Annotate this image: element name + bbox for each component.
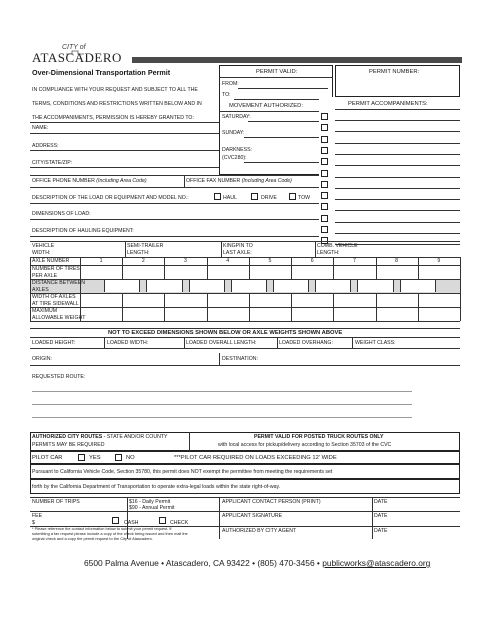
tow-label: TOW (298, 195, 311, 201)
signature-date-label: DATE (374, 513, 388, 519)
axle-col-line (164, 257, 165, 279)
authorized-routes-line2: PERMITS MAY BE REQUIRED (32, 442, 105, 448)
axle-row-line (30, 307, 460, 308)
distance-cell[interactable] (315, 280, 351, 292)
note-line-2: submitting a fax request please include a copy of the check being issued and then mail the (32, 531, 188, 536)
distance-cell[interactable] (273, 280, 309, 292)
pilot-yes-checkbox[interactable] (78, 454, 85, 461)
destination-label: DESTINATION: (222, 356, 258, 362)
axle-col-line (207, 293, 208, 321)
weight-class-label: WEIGHT CLASS: (355, 340, 396, 346)
axle-number: 7 (352, 258, 356, 264)
signature-label: APPLICANT SIGNATURE (222, 513, 283, 519)
distance-cell[interactable] (189, 280, 225, 292)
office-phone-label (32, 178, 147, 184)
loaded-width-label: LOADED WIDTH: (107, 340, 149, 346)
darkness-field[interactable] (244, 162, 328, 163)
distance-cell[interactable] (104, 280, 140, 292)
saturday-field[interactable] (248, 121, 328, 122)
axle-col-line (418, 257, 419, 279)
semi-1: SEMI-TRAILER (127, 243, 164, 249)
address-label: ADDRESS: (32, 143, 59, 149)
accompaniment-line[interactable] (335, 233, 460, 234)
valid-posted-label: PERMIT VALID FOR POSTED TRUCK ROUTES ONLY (254, 434, 384, 440)
accompaniment-checkbox[interactable] (321, 147, 328, 154)
pilot-note: ***PILOT CAR REQUIRED ON LOADS EXCEEDING 12' WIDE (174, 455, 337, 461)
permit-to-label: TO: (222, 92, 231, 98)
name-field[interactable] (30, 133, 219, 134)
loaded-length-label: LOADED OVERALL LENGTH: (186, 340, 257, 346)
route-line-1[interactable] (32, 391, 412, 392)
page-title: Over-Dimensional Transportation Permit (32, 68, 171, 77)
agent-date-label: DATE (374, 528, 388, 534)
loaded-height-label: LOADED HEIGHT: (32, 340, 76, 346)
drive-label: DRIVE (261, 195, 277, 201)
axle-number: 1 (99, 258, 103, 264)
daily-permit: $16 - Daily Permit (129, 499, 171, 505)
city-field[interactable] (30, 167, 219, 168)
vehicle-width-2: WIDTH: (32, 250, 51, 256)
accompaniment-checkbox[interactable] (321, 113, 328, 120)
kingpin-2: LAST AXLE: (223, 250, 252, 256)
footer-address-text: 6500 Palma Avenue • Atascadero, CA 93422 • (805) 470-3456 • (84, 558, 323, 568)
agent-label: AUTHORIZED BY CITY AGENT (222, 528, 297, 534)
dimensions-field[interactable] (30, 219, 319, 220)
accompaniment-line[interactable] (335, 188, 460, 189)
fee-dollar: $ (32, 520, 35, 526)
comb-1: COMB. VEHICLE (317, 243, 358, 249)
cash-checkbox[interactable] (112, 517, 119, 524)
permit-from-field[interactable] (238, 88, 328, 89)
axle-col-line (122, 293, 123, 321)
route-line-2[interactable] (32, 404, 412, 405)
axle-row-label: WIDTH OF AXLES (32, 294, 76, 300)
hauling-field[interactable] (30, 236, 319, 237)
authorized-routes-rest: - STATE AND/OR COUNTY (102, 434, 168, 440)
axle-number: 5 (268, 258, 272, 264)
axle-col-line (207, 257, 208, 279)
accompaniment-line[interactable] (335, 165, 460, 166)
cash-label: CASH (124, 520, 139, 526)
accompaniment-checkbox[interactable] (321, 136, 328, 143)
comb-2: LENGTH: (317, 250, 340, 256)
accompaniment-checkbox[interactable] (321, 226, 328, 233)
axle-col-line (80, 257, 81, 321)
axle-col-line (291, 293, 292, 321)
axle-col-line (122, 257, 123, 279)
tow-checkbox[interactable] (289, 193, 296, 200)
address-field[interactable] (30, 150, 219, 151)
semi-2: LENGTH: (127, 250, 150, 256)
accompaniment-checkbox[interactable] (321, 203, 328, 210)
city-label: CITY/STATE/ZIP: (32, 160, 73, 166)
axle-col-line (249, 293, 250, 321)
limits-heading: NOT TO EXCEED DIMENSIONS SHOWN BELOW OR AXLE WEIGHTS SHOWN ABOVE (108, 330, 343, 336)
note-line-3: original check and a copy the permit request to the City of Atascadero. (32, 536, 153, 541)
axle-number: 4 (226, 258, 230, 264)
hauling-label: DESCRIPTION OF HAULING EQUIPMENT: (32, 228, 134, 234)
accompaniment-line[interactable] (335, 210, 460, 211)
footer-email-link[interactable]: publicworks@atascadero.org (322, 558, 431, 568)
axle-number: 2 (141, 258, 145, 264)
axle-row-line (30, 279, 460, 280)
permit-from-label: FROM: (222, 81, 239, 87)
axle-row-label: PER AXLE (32, 272, 58, 279)
accompaniment-line[interactable] (335, 143, 460, 144)
check-label: CHECK (170, 520, 189, 526)
darkness-label: DARKNESS: (222, 147, 252, 153)
origin-label: ORIGIN: (32, 356, 52, 362)
legal-line-2: forth by the California Department of Transportation to operate extra-legal loads within the state right-of-way. (32, 484, 281, 490)
axle-row-label: NUMBER OF TIRES (32, 266, 80, 272)
haul-checkbox[interactable] (214, 193, 221, 200)
axle-col-line (333, 293, 334, 321)
accompaniment-line[interactable] (335, 199, 460, 200)
accompaniments-label: PERMIT ACCOMPANIMENTS: (348, 101, 428, 107)
axle-col-line (164, 293, 165, 321)
axle-row-label: DISTANCE BETWEEN (32, 280, 85, 286)
loaded-overhang-label: LOADED OVERHANG: (279, 340, 333, 346)
pilot-no-checkbox[interactable] (115, 454, 122, 461)
axle-number: 3 (184, 258, 187, 264)
permit-to-field[interactable] (234, 99, 328, 100)
axle-row-label: AT TIRE SIDEWALL (32, 300, 79, 307)
compliance-line-2: TERMS, CONDITIONS AND RESTRICTIONS WRITTEN BELOW AND IN (32, 101, 202, 107)
distance-cell[interactable] (231, 280, 267, 292)
axle-col-line (376, 257, 377, 279)
office-fax-text: OFFICE FAX NUMBER (186, 178, 241, 184)
valid-posted-note: with local access for pickup/delivery according to Section 35703 of the CVC (218, 442, 392, 448)
permit-number-label: PERMIT NUMBER: (369, 69, 420, 75)
accompaniment-checkbox[interactable] (321, 158, 328, 165)
cvc-label: (CVC280): (222, 155, 247, 161)
annual-permit: $90 - Annual Permit (129, 505, 175, 511)
kingpin-1: KINGPIN TO (223, 243, 253, 249)
axle-number: 8 (395, 258, 399, 264)
contact-label: APPLICANT CONTACT PERSON (PRINT) (222, 499, 321, 505)
pilot-no-label: NO (126, 455, 135, 461)
axle-number: 9 (437, 258, 441, 264)
accompaniment-line[interactable] (335, 222, 460, 223)
axle-row-label: MAXIMUM (32, 308, 58, 314)
dimensions-label: DIMENSIONS OF LOAD: (32, 211, 91, 217)
axle-col-line (333, 257, 334, 279)
accompaniment-checkbox[interactable] (321, 215, 328, 222)
accompaniment-line[interactable] (335, 154, 460, 155)
accompaniment-line[interactable] (335, 177, 460, 178)
accompaniment-checkbox[interactable] (321, 192, 328, 199)
office-fax-note: (Including Area Code) (241, 178, 292, 184)
axle-number-label: AXLE NUMBER (32, 258, 70, 264)
movement-label: MOVEMENT AUTHORIZED: (229, 103, 303, 109)
axle-number: 6 (310, 258, 314, 264)
trips-label: NUMBER OF TRIPS (32, 499, 80, 505)
pilot-label: PILOT CAR (32, 455, 63, 461)
route-line-3[interactable] (32, 417, 412, 418)
compliance-line-3: THE ACCOMPANIMENTS, PERMISSION IS HEREBY GRANTED TO: (32, 115, 194, 121)
authorized-routes-bold: AUTHORIZED CITY ROUTES (32, 434, 103, 440)
distance-cell[interactable] (400, 280, 436, 292)
axle-col-line (30, 257, 31, 321)
name-label: NAME: (32, 125, 49, 131)
distance-cell[interactable] (146, 280, 182, 292)
axle-col-line (418, 293, 419, 321)
legal-line-1: Pursuant to California Vehicle Code, Section 35780, this permit does NOT exempt the permittee from meeting the requirements set (32, 469, 333, 475)
fee-label: FEE (32, 513, 43, 519)
saturday-label: SATURDAY: (222, 114, 251, 120)
drive-checkbox[interactable] (251, 193, 258, 200)
axle-col-line (376, 293, 377, 321)
axle-row-line (30, 321, 460, 322)
sunday-field[interactable] (244, 137, 328, 138)
compliance-line-1: IN COMPLIANCE WITH YOUR REQUEST AND SUBJECT TO ALL THE (32, 87, 198, 93)
haul-label: HAUL (223, 195, 237, 201)
office-phone-note: (Including Area Code) (96, 178, 147, 184)
accompaniment-checkbox[interactable] (321, 181, 328, 188)
office-phone-text: OFFICE PHONE NUMBER (32, 178, 95, 184)
route-label: REQUESTED ROUTE: (32, 374, 86, 380)
axle-row-label: AXLES (32, 286, 49, 293)
load-desc-label: DESCRIPTION OF THE LOAD OR EQUIPMENT AND MODEL NO.: (32, 195, 189, 201)
footer-address (84, 558, 430, 568)
vehicle-width-1: VEHICLE (32, 243, 55, 249)
permit-valid-label: PERMIT VALID: (256, 69, 298, 75)
pilot-yes-label: YES (89, 455, 101, 461)
sunday-label: SUNDAY: (222, 130, 245, 136)
axle-row-line (30, 293, 460, 294)
distance-cell[interactable] (357, 280, 393, 292)
authorized-routes-label (32, 434, 167, 440)
logo-city-name: ATASCADERO (32, 50, 122, 65)
logo-city-of: CITY of (62, 44, 86, 51)
header-bar (132, 57, 462, 63)
axle-row-line (30, 265, 460, 266)
axle-col-line (460, 257, 461, 321)
axle-row-label: ALLOWABLE WEIGHT (32, 314, 86, 321)
axle-col-line (291, 257, 292, 279)
accompaniment-checkbox[interactable] (321, 170, 328, 177)
check-checkbox[interactable] (159, 517, 166, 524)
axle-col-line (249, 257, 250, 279)
accompaniment-line[interactable] (335, 120, 460, 121)
contact-date-label: DATE (374, 499, 388, 505)
accompaniment-checkbox[interactable] (321, 124, 328, 131)
office-fax-label (186, 178, 292, 184)
accompaniment-line[interactable] (335, 131, 460, 132)
note-line-1: * Please reference the contact information below to submit your permit request. If (32, 526, 172, 531)
